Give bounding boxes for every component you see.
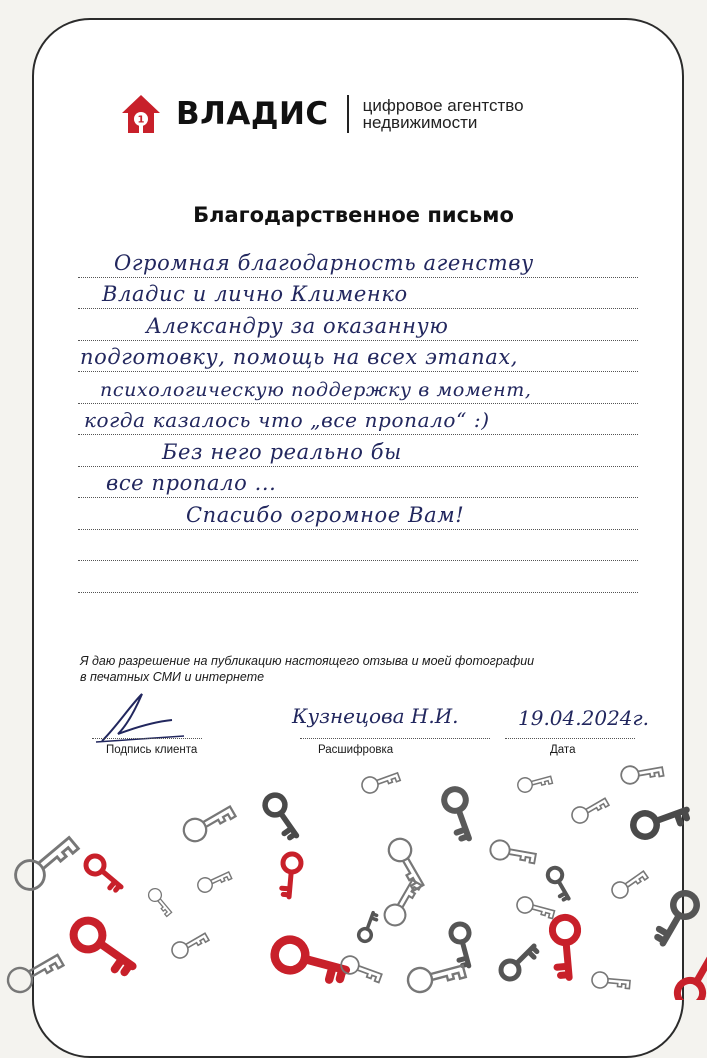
key-icon — [545, 865, 575, 902]
key-outline-icon — [569, 793, 610, 826]
client-signature-scribble — [92, 686, 192, 746]
page-title: Благодарственное письмо — [193, 203, 514, 227]
key-icon — [449, 922, 478, 968]
date-value: 19.04.2024г. — [518, 706, 649, 730]
brand-name: ВЛАДИС — [176, 96, 329, 132]
letter-line — [78, 498, 638, 530]
letter-line — [78, 309, 638, 341]
letter-line — [78, 372, 638, 404]
key-outline-icon — [169, 928, 210, 961]
letter-line — [78, 404, 638, 436]
key-outline-icon — [609, 866, 649, 901]
key-outline-icon — [489, 839, 537, 866]
key-outline-icon — [385, 835, 431, 892]
letter-line — [78, 530, 638, 562]
letter-line — [78, 467, 638, 499]
key-icon — [441, 786, 479, 842]
key-outline-icon — [10, 829, 81, 895]
key-icon — [68, 915, 141, 978]
key-outline-icon — [516, 771, 553, 794]
key-icon — [551, 916, 581, 978]
key-outline-icon — [180, 799, 237, 845]
key-icon — [357, 910, 379, 943]
key-icon — [82, 852, 127, 893]
key-icon — [271, 936, 350, 984]
brand-logo — [120, 92, 524, 136]
logo-digit: 1 — [137, 114, 145, 126]
letter-text: Спасибо огромное Вам! — [186, 502, 465, 527]
letter-line — [78, 246, 638, 278]
letter-line — [78, 278, 638, 310]
letter-line — [78, 435, 638, 467]
consent-line-2: в печатных СМИ и интернете — [80, 670, 265, 684]
key-outline-icon — [381, 876, 424, 929]
letter-text: Владис и лично Клименко — [102, 282, 408, 306]
brand-tagline — [363, 97, 524, 131]
letter-text: Александру за оказанную — [146, 313, 449, 338]
letter-line — [78, 341, 638, 373]
tagline-line-1: цифровое агентство — [362, 96, 524, 115]
key-icon — [497, 940, 540, 983]
decode-label: Расшифровка — [318, 744, 394, 756]
letter-text: подготовку, помощь на всех этапах, — [80, 345, 519, 369]
letter-text: психологическую поддержку в момент, — [100, 378, 532, 401]
decode-value: Кузнецова Н.И. — [292, 704, 459, 728]
date-line — [505, 738, 635, 739]
key-outline-icon — [195, 867, 232, 895]
letter-text: Без него реально бы — [162, 439, 402, 464]
date-label: Дата — [550, 744, 576, 756]
key-outline-icon — [146, 886, 175, 918]
handwritten-letter — [78, 246, 638, 593]
logo-divider — [347, 95, 349, 133]
key-icon — [280, 853, 302, 897]
client-signature-label: Подпись клиента — [106, 744, 198, 756]
key-outline-icon — [405, 957, 466, 995]
decode-line — [300, 738, 490, 739]
key-outline-icon — [620, 761, 664, 786]
letter-line — [78, 561, 638, 593]
tagline-line-2: недвижимости — [362, 113, 478, 132]
letter-text: когда казалось что „все пропало“ :) — [84, 408, 490, 432]
decorative-keys-pattern — [0, 755, 707, 1000]
key-outline-icon — [591, 971, 630, 990]
key-outline-icon — [4, 947, 65, 996]
letter-text: Огромная благодарность агенству — [114, 250, 534, 275]
consent-line-1: Я даю разрешение на публикацию настоящего отзыва и моей фотографии — [80, 654, 535, 668]
key-outline-icon — [360, 767, 401, 795]
key-icon — [630, 799, 691, 840]
key-icon — [261, 791, 304, 841]
letter-text: все пропало ... — [106, 471, 277, 495]
house-key-logo-icon — [120, 93, 162, 135]
client-signature-line — [92, 738, 202, 739]
key-icon — [653, 889, 701, 949]
key-outline-icon — [515, 895, 556, 920]
key-icon — [673, 945, 707, 1000]
